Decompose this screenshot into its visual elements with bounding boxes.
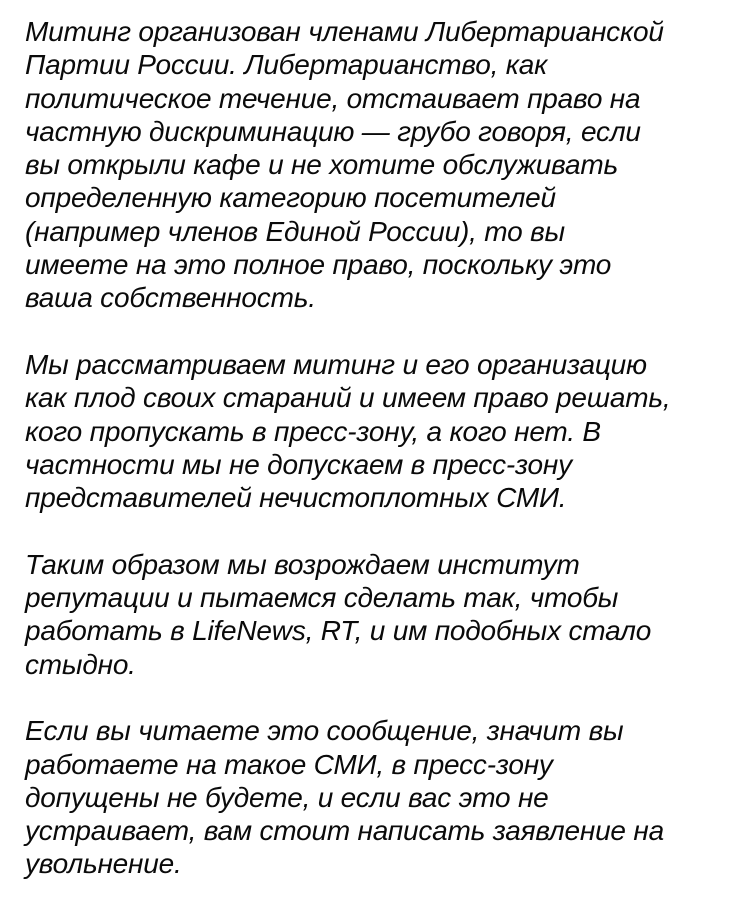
text-line: Если вы читаете это сообщение, значит вы [25, 715, 624, 747]
paragraph-press-zone [25, 348, 740, 514]
text-line: устраивает, вам стоит написать заявление на [25, 815, 664, 847]
text-line: Партии России. Либертарианство, как [25, 49, 548, 81]
text-line: репутации и пытаемся сделать так, чтобы [25, 582, 619, 614]
text-line: частности мы не допускаем в пресс-зону [25, 448, 572, 480]
text-line: частную дискриминацию — грубо говоря, если [25, 115, 641, 147]
paragraph-reputation [25, 548, 740, 681]
text-line: Мы рассматриваем митинг и его организацию [25, 348, 647, 380]
paragraph-closing-message [25, 714, 740, 880]
text-line: кого пропускать в пресс-зону, а кого нет. В [25, 415, 601, 447]
text-line: вы открыли кафе и не хотите обслуживать [25, 149, 618, 181]
text-line: (например членов Единой России), то вы [25, 215, 565, 247]
text-line: как плод своих стараний и имеем право решать, [25, 382, 671, 414]
text-line: работать в LifeNews, RT, и им подобных стало [25, 615, 652, 647]
text-line: работаете на такое СМИ, в пресс-зону [25, 748, 553, 780]
text-line: Таким образом мы возрождаем институт [25, 548, 580, 580]
text-line: стыдно. [25, 648, 136, 680]
paragraph-libertarian-intro [25, 15, 740, 315]
text-line: представителей нечистоплотных СМИ. [25, 482, 567, 514]
text-line: определенную категорию посетителей [25, 182, 556, 214]
text-line: политическое течение, отстаивает право на [25, 82, 641, 114]
text-line: ваша собственность. [25, 282, 316, 314]
text-line: Митинг организован членами Либертарианской [25, 16, 664, 47]
text-line: допущены не будете, и если вас это не [25, 781, 549, 813]
text-line: увольнение. [25, 848, 182, 880]
document-body [25, 15, 740, 914]
text-line: имеете на это полное право, поскольку это [25, 249, 612, 281]
